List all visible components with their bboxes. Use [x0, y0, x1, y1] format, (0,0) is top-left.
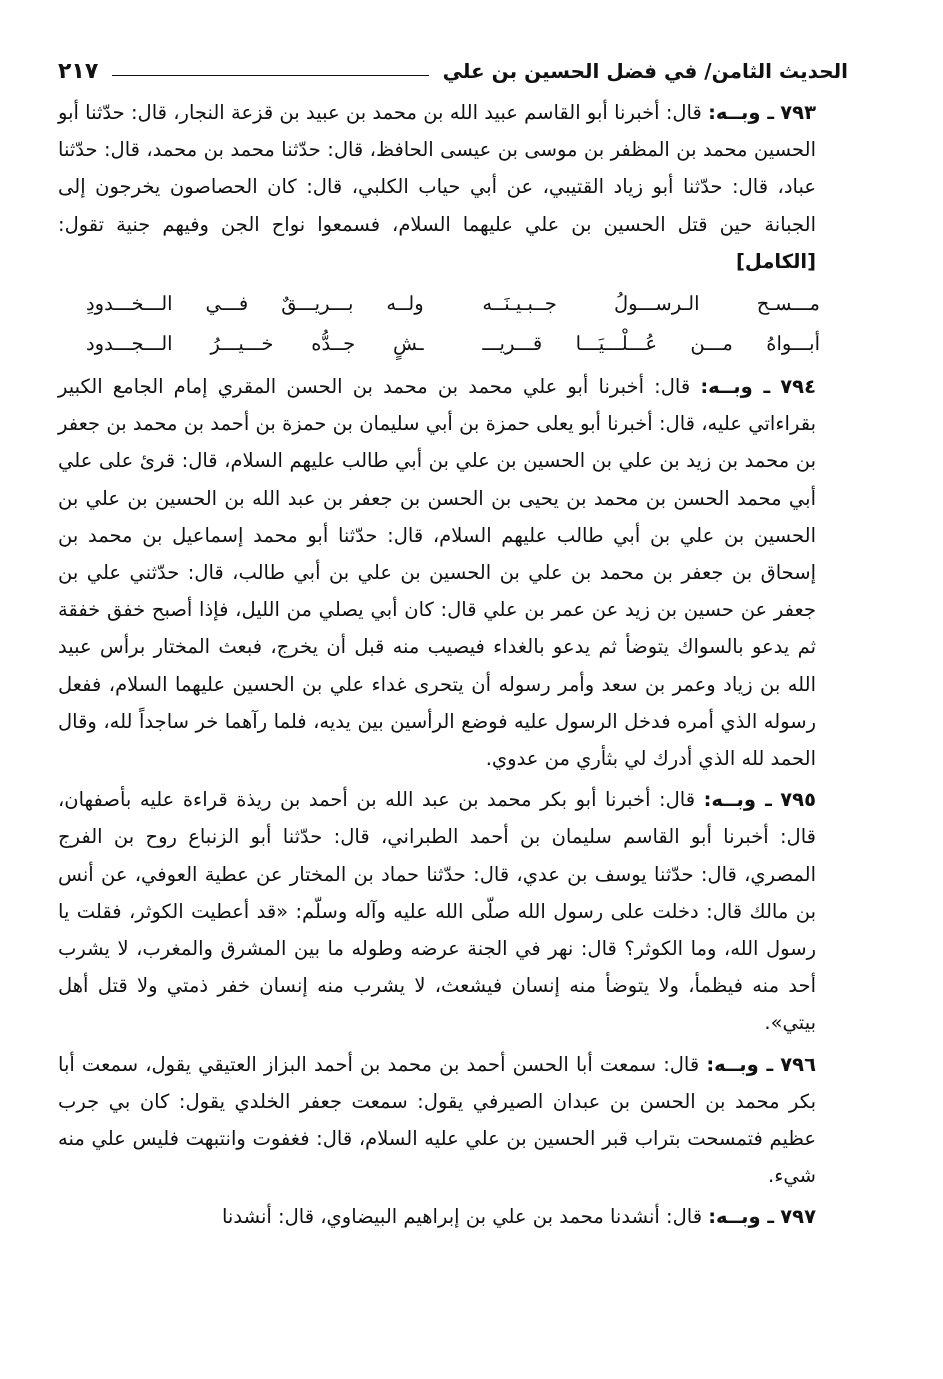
hadith-text: قال: أخبرنا أبو القاسم عبيد الله بن محمد بن عبيد بن قزعة النجار، قال: حدّثنا أبو الحسين محمد بن المظفر بن موسى بن عيسى الحافظ، قال: حدّثنا محمد بن محمد، قال: حدّثنا عباد، قال: حدّثنا أبو زياد القتيبي، عن أبي حياب الكلبي، قال: كان الحصاصون يخرجون إلى الجبانة حين قتل الحسين بن علي عليهما السلام، فسمعوا نواح الجن وفيهم جنية تقول:: [58, 101, 816, 236]
poem-hemistich-second: ـشٍ جــدُّه خـــيـــرُ الـــجـــدود: [86, 332, 424, 356]
hadith-text: قال: أنشدنا محمد بن علي بن إبراهيم البيضاوي، قال: أنشدنا: [221, 1205, 703, 1229]
poem-hemistich-first: أبـــواهُ مـــن عُـــلْـــيَـــا قـــريـــ: [482, 332, 820, 356]
poem-hemistich-second: ولــه بـــريـــقٌ فـــي الـــخـــدودِ: [86, 292, 424, 316]
hadith-number: ٧٩٧: [780, 1205, 816, 1229]
hadith-797: [58, 1198, 848, 1235]
book-page: [58, 54, 848, 1236]
poem-line: [86, 324, 820, 364]
hadith-794: [58, 368, 848, 777]
hadith-text: قال: سمعت أبا الحسن أحمد بن محمد بن أحمد البزاز العتيقي يقول، سمعت أبا بكر محمد بن الحسن بن عبدان الصيرفي يقول: سمعت جعفر الخلدي يقول: كان بي جرب عظيم فتمسحت بتراب قبر الحسين بن علي عليه السلام، قال: فغفوت وانتبهت فليس علي منه شيء.: [58, 1052, 816, 1188]
poem-line: [86, 284, 820, 324]
header-rule: [112, 75, 428, 76]
hadith-number: ٧٩٣: [780, 101, 816, 124]
hadith-number: ٧٩٤: [780, 375, 816, 399]
hadith-796: [58, 1046, 848, 1195]
poem-hemistich-first: مـــسـح الـرســـولُ جــبـيـنَــه: [482, 292, 820, 316]
hadith-793: [58, 94, 848, 280]
hadith-text: قال: أخبرنا أبو علي محمد بن محمد بن الحسن المقري إمام الجامع الكبير بقراءاتي عليه، قال: أخبرنا أبو يعلى حمزة بن أبي سليمان بن حمزة بن أحمد بن محمد بن جعفر بن محمد بن زيد بن علي بن الحسين بن علي بن أبي طالب عليهم السلام، قال: قرئ على علي أبي محمد الحسن بن محمد بن يحيى بن الحسن بن جعفر بن عبد الله بن الحسين بن علي بن الحسين بن علي بن أبي طالب عليهم السلام، قال: حدّثنا أبو محمد إسماعيل بن محمد بن إسحاق بن جعفر بن محمد بن علي بن الحسين بن علي بن أبي طالب، قال: حدّثني علي بن جعفر عن حسين بن زيد عن عمر بن علي قال: كان أبي يصلي من الليل، فإذا أصبح خفق خفقة ثم يدعو بالسواك يتوضأ ثم يدعو بالغداء فيصيب منه قبل أن يخرج، فبعث المختار برأس عبيد الله بن زياد وعمر بن سعد وأمر رسوله أن يتحرى غداء علي بن الحسين عليهما السلام، ففعل رسوله الذي أمره فدخل الرسول عليه فوضع الرأسين بين يديه، فلما رآهما خر ساجداً لله، وقال الحمد لله الذي أدرك لي بثأري من عدوي.: [58, 375, 816, 771]
poem: [58, 284, 848, 364]
hadith-prefix: ـ وبــه:: [708, 1205, 775, 1229]
page-number: ٢١٧: [58, 58, 99, 84]
hadith-number: ٧٩٦: [780, 1052, 816, 1076]
hadith-text: قال: أخبرنا أبو بكر محمد بن عبد الله بن أحمد بن ريذة قراءة عليه بأصفهان، قال: أخبرنا أبو القاسم سليمان بن أحمد الطبراني، قال: حدّثنا أبو الزنباع روح بن الفرج المصري، قال: حدّثنا يوسف بن عدي، قال: حدّثنا حماد بن المختار عن عطية العوفي، عن أنس بن مالك قال: دخلت على رسول الله صلّى الله عليه وآله وسلّم: «قد أعطيت الكوثر، فقلت يا رسول الله، وما الكوثر؟ قال: نهر في الجنة عرضه وطوله ما بين المشرق والمغرب، لا يشرب أحد منه فيظمأ، ولا يتوضأ منه إنسان فيشعث، لا يشرب منه إنسان خفر ذمتي ولا قتل أهل بيتي».: [58, 788, 816, 1035]
hadith-795: [58, 781, 848, 1041]
hadith-prefix: ـ وبــه:: [708, 101, 775, 124]
running-head: [58, 54, 848, 88]
hadith-prefix: ـ وبــه:: [703, 788, 772, 812]
poem-meter-label: [الكامل]: [736, 249, 816, 273]
running-head-title: الحديث الثامن/ في فضل الحسين بن علي: [442, 59, 848, 83]
hadith-number: ٧٩٥: [780, 788, 816, 812]
hadith-prefix: ـ وبــه:: [706, 1052, 774, 1076]
hadith-prefix: ـ وبــه:: [700, 375, 771, 399]
